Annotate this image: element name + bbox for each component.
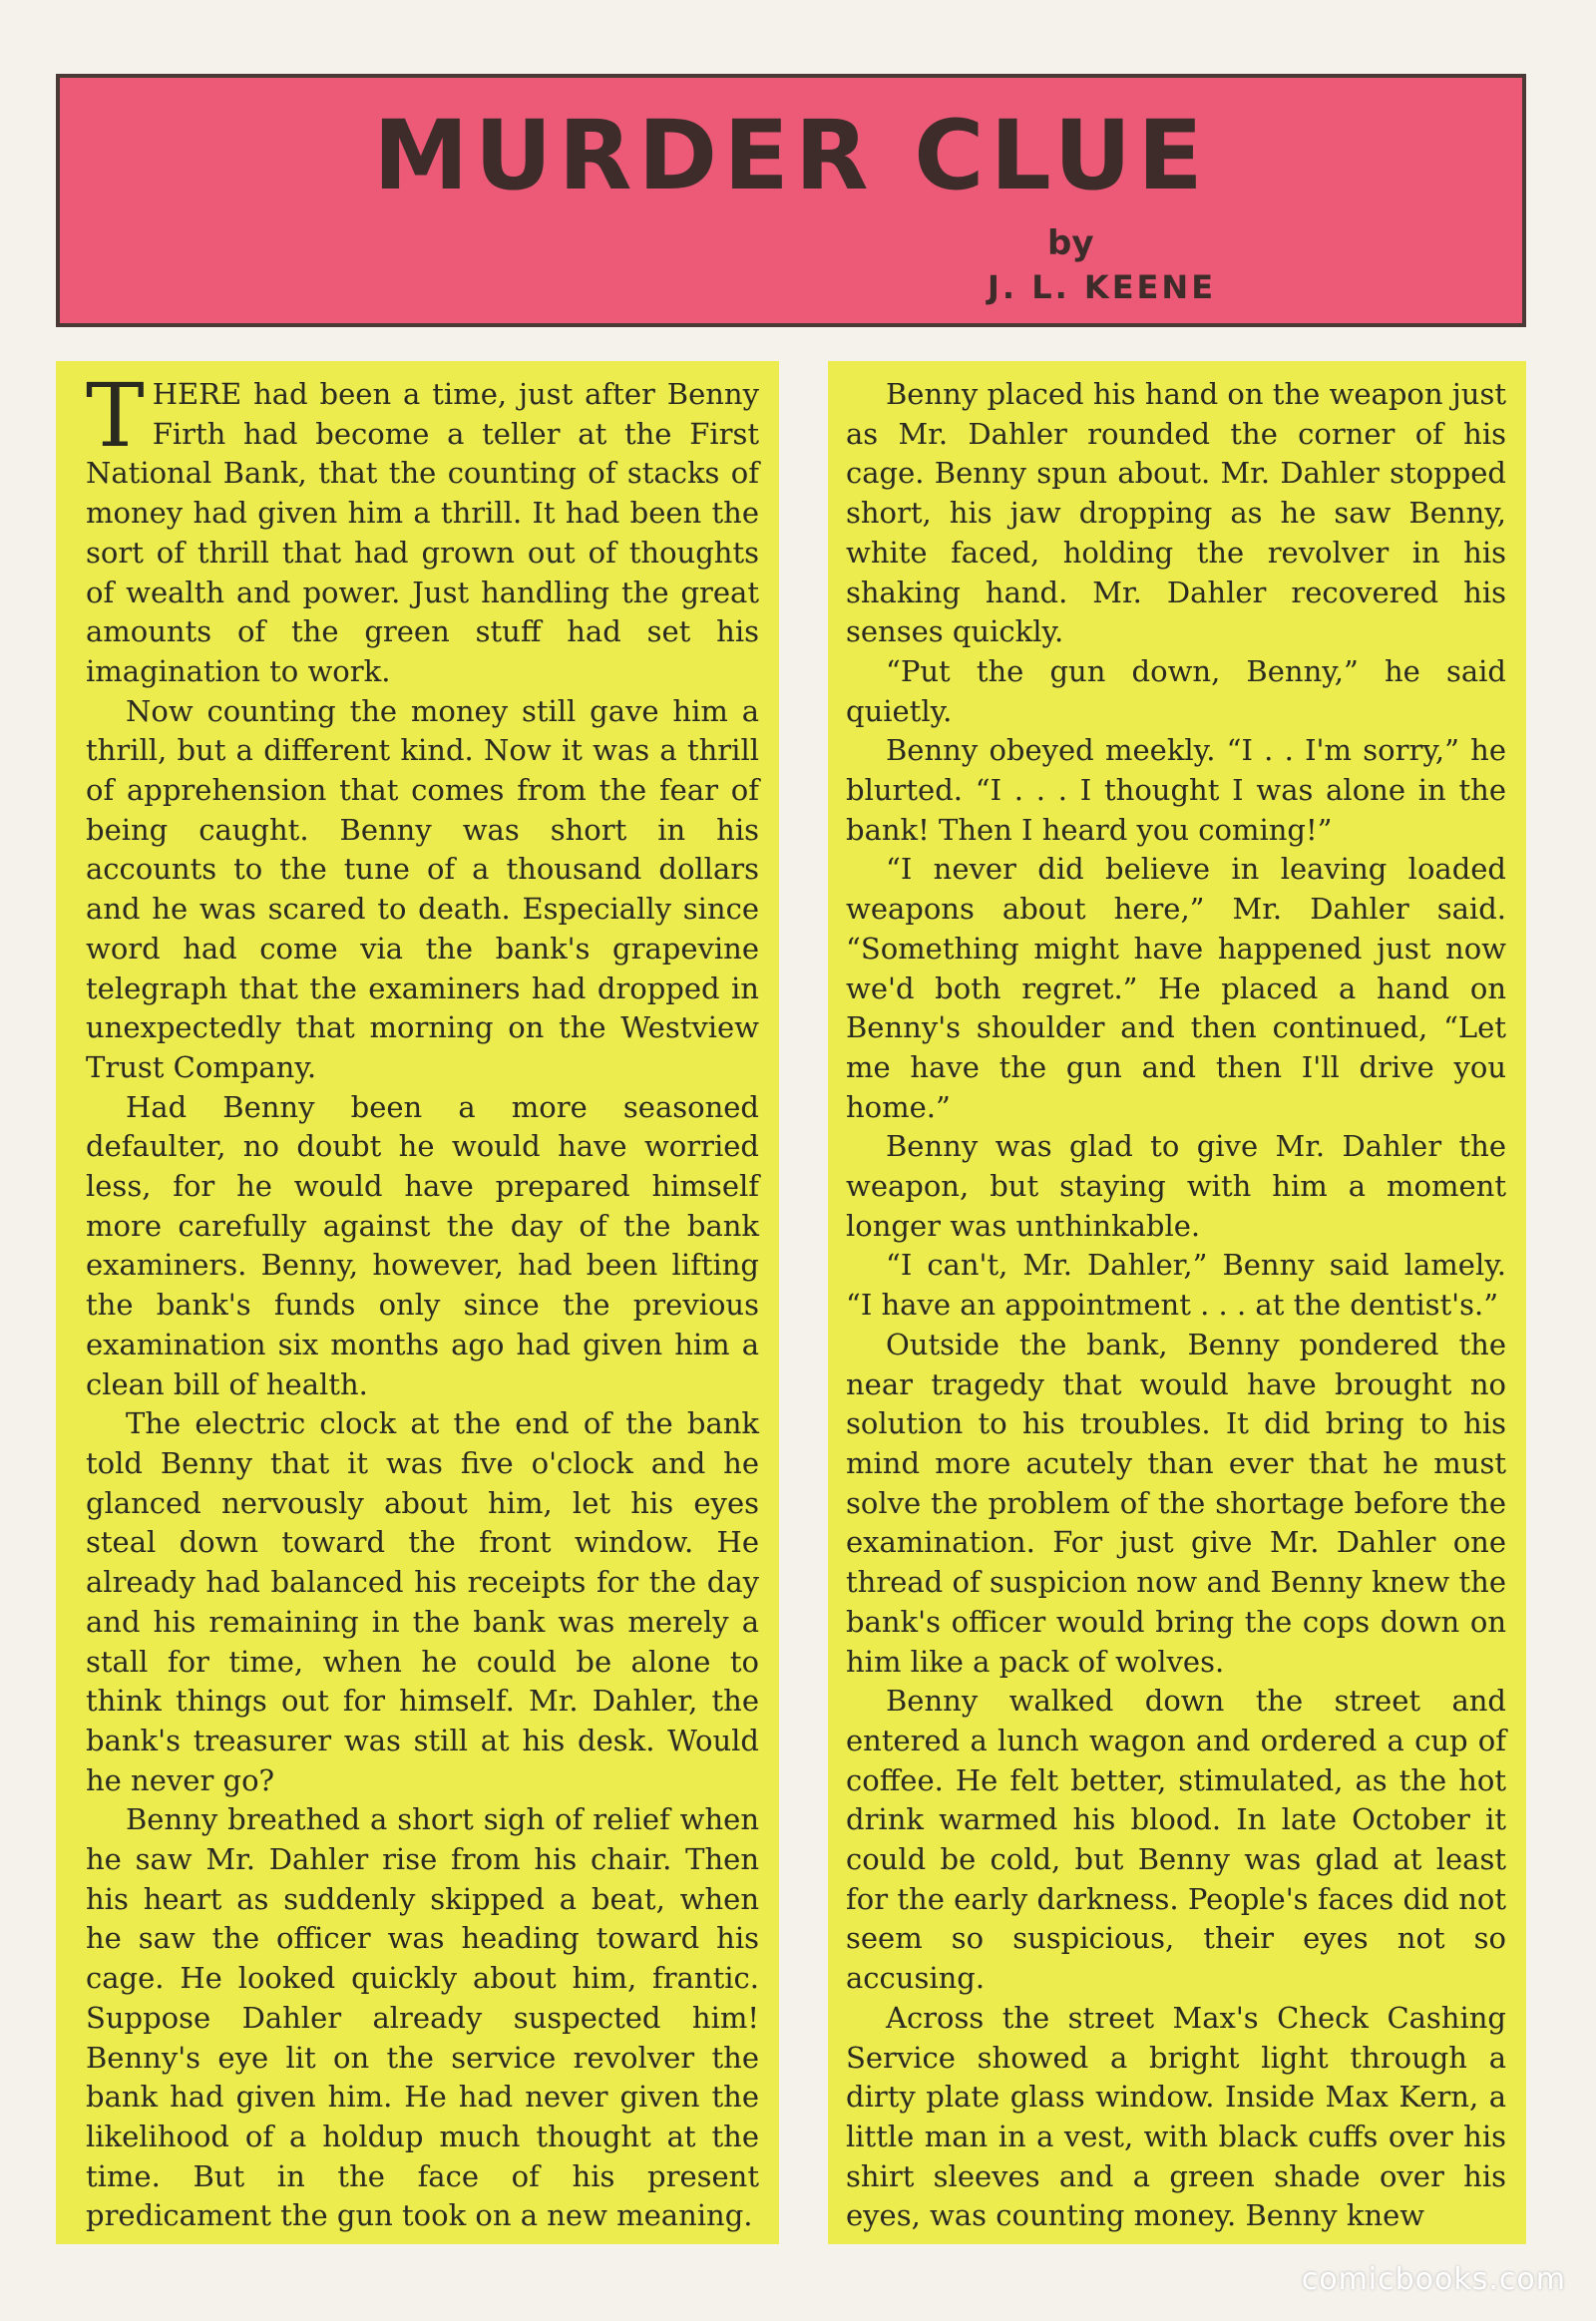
story-paragraph: Benny breathed a short sigh of relief when he saw Mr. Dahler rise from his chair. Then his heart as suddenly skipped a beat, when he saw the officer was heading toward his cage. He looked quickly about him, frantic. Suppose Dahler already suspected him! Benny's eye lit on the service revolver the bank had given him. He had never given the likelihood of a holdup much thought at the time. But in the face of his present predicament the gun took on a new meaning. xyxy=(86,1802,759,2233)
title-banner xyxy=(56,74,1526,327)
byline xyxy=(988,225,1216,306)
story-paragraph: Benny placed his hand on the weapon just as Mr. Dahler rounded the corner of his cage. Benny spun about. Mr. Dahler stopped short, his jaw dropping as he saw Benny, white faced, holding the revolver in his shaking hand. Mr. Dahler recovered his senses quickly. xyxy=(846,377,1506,649)
story-column-right xyxy=(828,361,1526,2244)
story-paragraph: THERE had been a time, just after Benny Firth had become a teller at the First National Bank, that the counting of stacks of money had given him a thrill. It had been the sort of thrill that had grown out of thoughts of wealth and power. Just handling the great amounts of the green stuff had set his imagination to work. xyxy=(86,364,759,688)
story-paragraph: “I can't, Mr. Dahler,” Benny said lamely. “I have an appointment . . . at the dentist's.” xyxy=(846,1248,1506,1323)
story-paragraph: Benny obeyed meekly. “I . . I'm sorry,” he blurted. “I . . . I thought I was alone in the bank! Then I heard you coming!” xyxy=(846,733,1506,847)
story-paragraph: Benny was glad to give Mr. Dahler the weapon, but staying with him a moment longer was unthinkable. xyxy=(846,1129,1506,1243)
story-paragraph: Benny walked down the street and entered a lunch wagon and ordered a cup of coffee. He felt better, stimulated, as the hot drink warmed his blood. In late October it could be cold, but Benny was glad at least for the early darkness. People's faces did not seem so suspicious, their eyes not so accusing. xyxy=(846,1684,1506,1996)
story-paragraph: “I never did believe in leaving loaded weapons about here,” Mr. Dahler said. “Something might have happened just now we'd both regret.” He placed a hand on Benny's shoulder and then continued, “Let me have the gun and then I'll drive you home.” xyxy=(846,852,1506,1124)
story-column-left xyxy=(56,361,779,2244)
story-paragraph: Outside the bank, Benny pondered the near tragedy that would have brought no solution to his troubles. It did bring to his mind more acutely than ever that he must solve the problem of the shortage before the examination. For just give Mr. Dahler one thread of suspicion now and Benny knew the bank's officer would bring the cops down on him like a pack of wolves. xyxy=(846,1327,1506,1679)
story-paragraph: The electric clock at the end of the bank told Benny that it was five o'clock and he glanced nervously about him, let his eyes steal down toward the front window. He already had balanced his receipts for the day and his remaining in the bank was merely a stall for time, when he could be alone to think things out for himself. Mr. Dahler, the bank's treasurer was still at his desk. Would he never go? xyxy=(86,1406,759,1797)
drop-cap: T xyxy=(86,364,145,467)
story-title: MURDER CLUE xyxy=(373,100,1209,211)
byline-by: by xyxy=(1047,223,1094,263)
author-name: J. L. KEENE xyxy=(988,268,1217,307)
site-watermark: comicbooks.com xyxy=(1301,2262,1566,2297)
story-paragraph: Had Benny been a more seasoned defaulter, no doubt he would have worried less, for he would have prepared himself more carefully against the day of the bank examiners. Benny, however, had been lifting the bank's funds only since the previous examination six months ago had given him a clean bill of health. xyxy=(86,1089,759,1401)
story-paragraph: Now counting the money still gave him a thrill, but a different kind. Now it was a thrill of apprehension that comes from the fear of being caught. Benny was short in his accounts to the tune of a thousand dollars and he was scared to death. Especially since word had come via the bank's grapevine telegraph that the examiners had dropped in unexpectedly that morning on the Westview Trust Company. xyxy=(86,693,759,1084)
story-paragraph: Across the street Max's Check Cashing Service showed a bright light through a dirty plate glass window. Inside Max Kern, a little man in a vest, with black cuffs over his shirt sleeves and a green shade over his eyes, was counting money. Benny knew xyxy=(846,2000,1506,2233)
story-paragraph: “Put the gun down, Benny,” he said quietly. xyxy=(846,653,1506,728)
